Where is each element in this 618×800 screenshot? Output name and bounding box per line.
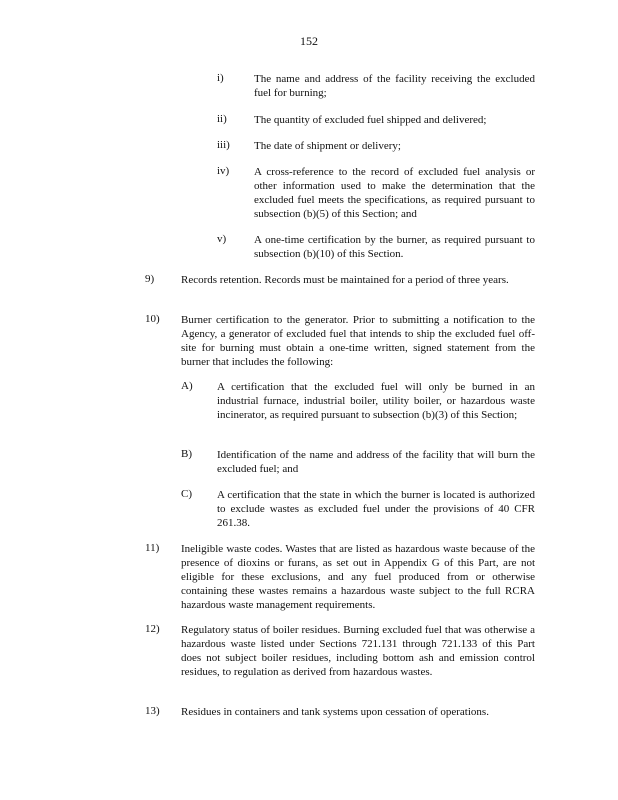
item-marker: iii): [217, 139, 230, 151]
item-marker: 13): [145, 705, 160, 717]
item-marker: ii): [217, 113, 227, 125]
item-text: Identification of the name and address of the facility that will burn the excluded fuel; and: [217, 449, 535, 475]
item-text: Records retention. Records must be maintained for a period of three years.: [181, 274, 509, 286]
item-marker: i): [217, 72, 224, 84]
item-text: Ineligible waste codes. Wastes that are listed as hazardous waste because of the presence of dioxins or furans, as set out in Appendix G of this Part, are not eligible for these exclusions, and any fuel produced from or otherwise containing these wastes remains a hazardous waste subject to the full RCRA hazardous waste management requirements.: [181, 543, 535, 611]
item-text: A certification that the excluded fuel will only be burned in an industrial furnace, industrial boiler, utility boiler, or hazardous waste incinerator, as required pursuant to subsection (b)(3) of this Section;: [217, 381, 535, 421]
item-text: A one-time certification by the burner, as required pursuant to subsection (b)(10) of this Section.: [254, 234, 535, 260]
item-text: Regulatory status of boiler residues. Burning excluded fuel that was otherwise a hazardous waste listed under Sections 721.131 through 721.133 of this Part does not subject boiler residues, including bottom ash and emission control residues, to regulation as derived from hazardous wastes.: [181, 624, 535, 678]
item-marker: v): [217, 233, 227, 245]
item-marker: C): [181, 488, 192, 500]
item-text: Residues in containers and tank systems upon cessation of operations.: [181, 706, 489, 718]
item-marker: 11): [145, 542, 160, 554]
item-marker: 10): [145, 313, 160, 325]
item-text: Burner certification to the generator. Prior to submitting a notification to the Agency, a generator of excluded fuel that intends to ship the excluded fuel off-site for burning must obtain a one-time written, signed statement from the burner that includes the following:: [181, 314, 535, 368]
item-text: The name and address of the facility receiving the excluded fuel for burning;: [254, 73, 535, 99]
item-marker: 12): [145, 623, 160, 635]
item-marker: A): [181, 380, 193, 392]
item-marker: 9): [145, 273, 155, 285]
item-marker: B): [181, 448, 192, 460]
item-text: A certification that the state in which the burner is located is authorized to exclude wastes as excluded fuel under the provisions of 40 CFR 261.38.: [217, 489, 535, 529]
item-marker: iv): [217, 165, 230, 177]
item-text: The date of shipment or delivery;: [254, 140, 401, 152]
page-number: 152: [300, 34, 318, 48]
item-text: The quantity of excluded fuel shipped and delivered;: [254, 114, 487, 126]
item-text: A cross-reference to the record of excluded fuel analysis or other information used to make the determination that the excluded fuel meets the specifications, as required pursuant to subsection (b)(5) of this Section; and: [254, 166, 535, 220]
